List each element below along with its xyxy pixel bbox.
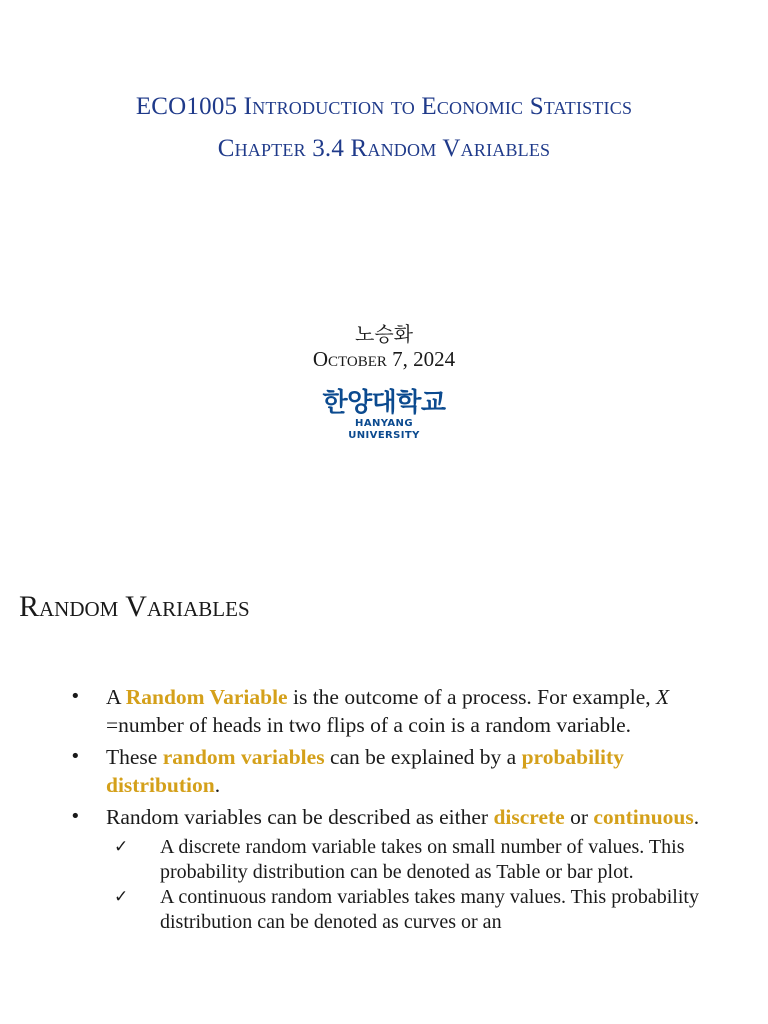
check-mark-icon: ✓ (114, 837, 129, 857)
sub-item-continuous (114, 885, 718, 935)
bullet-item-discrete-continuous (68, 803, 718, 831)
sub-item-discrete (114, 835, 718, 885)
highlight-term: random variables (162, 745, 325, 769)
author-name: 노승화 (355, 322, 413, 346)
logo-english-text: HANYANG UNIVERSITY (348, 418, 420, 441)
bullet-dot-icon: • (70, 746, 81, 767)
section-heading: Random Variables (19, 590, 250, 623)
bullet-text: is the outcome of a process. For example, (287, 685, 656, 709)
bullet-item-random-variable (68, 683, 718, 739)
sub-item-text: A continuous random variables takes many values. This probability distribution can be denoted as curves or an (160, 886, 699, 933)
logo-korean-text: 한양대학교 (322, 388, 446, 418)
bullet-text: can be explained by a (324, 745, 522, 769)
bullet-text: Random variables can be described as either (106, 805, 494, 829)
presentation-date: October 7, 2024 (312, 347, 456, 371)
sub-bullet-list (114, 835, 718, 935)
highlight-term: Random Variable (125, 685, 288, 709)
slide-title-line-2: Chapter 3.4 Random Variables (217, 135, 551, 162)
highlight-term: discrete (493, 805, 565, 829)
bullet-text: A (106, 685, 126, 709)
bullet-list (68, 683, 718, 935)
bullet-item-probability-distribution (68, 743, 718, 799)
sub-item-text: A discrete random variable takes on small number of values. This probability distribution can be denoted as Table or bar plot. (160, 836, 685, 883)
check-mark-icon: ✓ (114, 887, 129, 907)
slide-title-line-1: ECO1005 Introduction to Economic Statistics (135, 93, 633, 120)
highlight-term: continuous (593, 805, 694, 829)
bullet-dot-icon: • (70, 806, 81, 827)
bullet-text: These (106, 745, 163, 769)
math-variable: X (656, 685, 670, 709)
bullet-text: . (214, 773, 221, 797)
bullet-text: or (564, 805, 594, 829)
university-logo (318, 388, 450, 442)
bullet-dot-icon: • (70, 686, 81, 707)
bullet-text: =number of heads in two flips of a coin is a random variable. (106, 713, 631, 737)
bullet-text: . (693, 805, 700, 829)
highlight-term: probability distribution (106, 745, 624, 797)
